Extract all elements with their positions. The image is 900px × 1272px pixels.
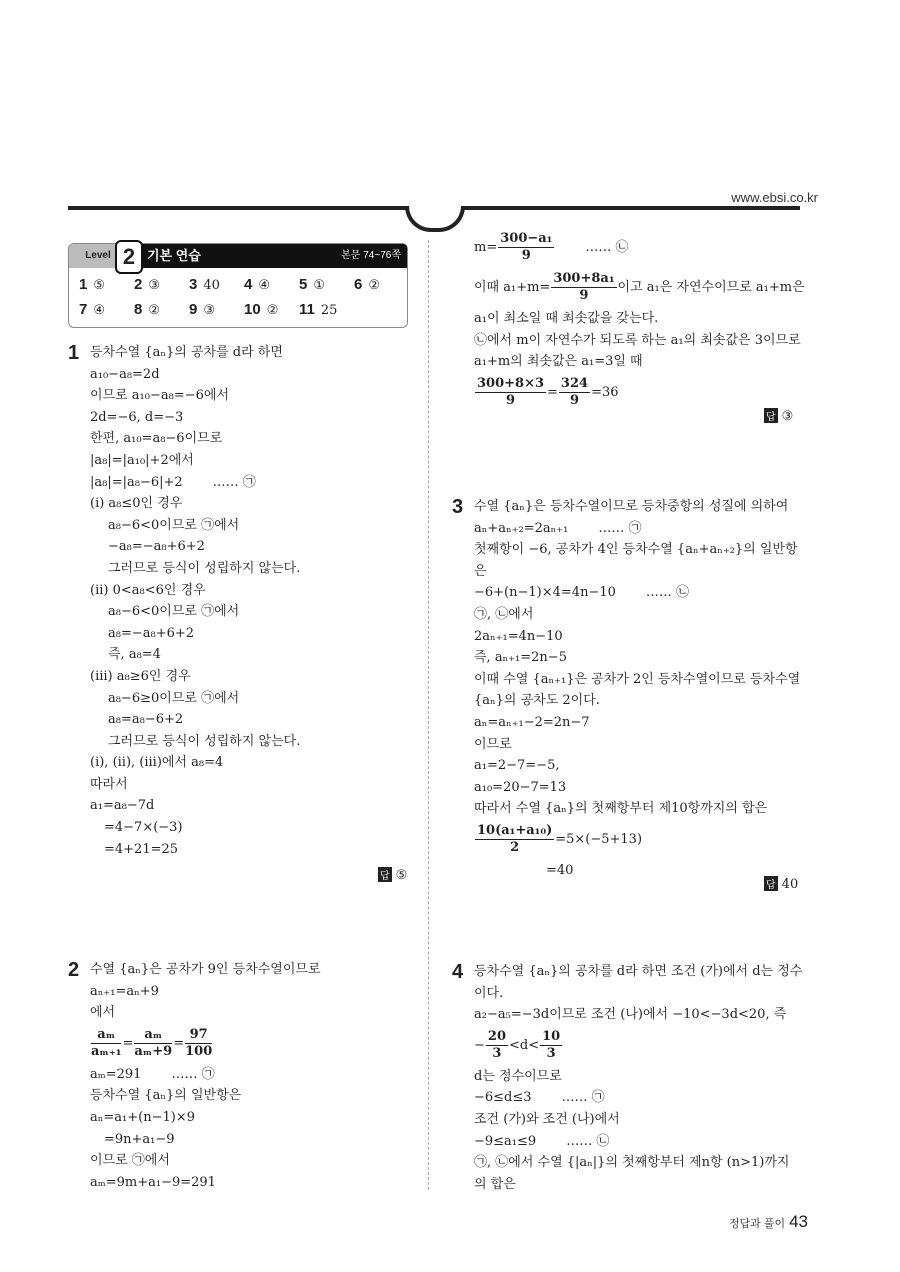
math-text: 따라서 수열 {aₙ}의 첫째항부터 제10항까지의 합은 — [474, 801, 768, 817]
footer-label: 정답과 풀이 — [728, 1218, 786, 1230]
solution-line — [90, 1172, 410, 1194]
level-label: Level — [69, 244, 127, 268]
answer-label: 답 — [764, 408, 778, 423]
level-answer-box — [68, 243, 408, 328]
solution-line — [474, 690, 804, 712]
answer-question-number: 8 — [134, 301, 143, 318]
problem-1 — [68, 342, 410, 860]
math-text: aₙ=aₙ₊₁−2=2n−7 — [474, 714, 590, 730]
fraction-numerator: 300+8a₁ — [553, 271, 615, 286]
answer-item — [299, 301, 337, 318]
math-text: a₈=−a₈+6+2 — [108, 625, 195, 641]
math-text: = — [122, 1035, 134, 1051]
fraction-denominator: 100 — [185, 1043, 213, 1059]
fraction — [551, 271, 616, 304]
math-text: a₈−6≥0이므로 ㉠에서 — [108, 690, 240, 706]
problem-4 — [452, 961, 804, 1195]
solution-line — [90, 385, 410, 407]
math-text: m= — [474, 240, 498, 255]
answer-item — [354, 276, 380, 293]
math-text: <d< — [509, 1037, 540, 1053]
equation-tag: …… ㉡ — [585, 240, 629, 255]
answer-mark-1 — [378, 867, 407, 883]
math-text: (i), (ii), (iii)에서 a₈=4 — [90, 755, 224, 771]
solution-line — [90, 515, 410, 537]
answer-question-number: 7 — [79, 301, 88, 318]
fraction-denominator: aₘ₊₁ — [91, 1043, 122, 1059]
math-text: 그러므로 등식이 성립하지 않는다. — [108, 733, 301, 749]
math-text: 한편, a₁₀=a₈−6이므로 — [90, 431, 223, 447]
math-text: ㉠, ㉡에서 수열 {|aₙ|}의 첫째항부터 제n항 (n>1)까지 — [474, 1155, 790, 1171]
answer-question-number: 3 — [189, 276, 198, 293]
solution-line — [474, 1066, 804, 1088]
answer-label: 답 — [378, 867, 392, 882]
answer-item — [79, 301, 105, 318]
math-text: − — [474, 1037, 485, 1053]
fraction-numerator: 300+8×3 — [477, 375, 545, 391]
solution-line — [90, 493, 410, 515]
math-text: aₘ=9m+a₁−9=291 — [90, 1174, 216, 1190]
fraction — [498, 231, 554, 264]
solution-line — [474, 1026, 804, 1066]
fraction-numerator: aₘ — [91, 1027, 121, 1044]
math-text: (ii) 0<a₈<6인 경우 — [90, 582, 206, 598]
math-text: 2aₙ₊₁=4n−10 — [474, 628, 563, 644]
math-text: aₙ₊₁=aₙ+9 — [90, 983, 159, 999]
answer-value: ③ — [148, 278, 160, 293]
fraction-denominator: 9 — [569, 392, 580, 408]
math-text: 은 — [474, 563, 487, 579]
math-text: 수열 {aₙ}은 등차수열이므로 등차중항의 성질에 의하여 — [474, 499, 789, 514]
solution-line — [90, 981, 410, 1003]
fraction-denominator: 9 — [521, 248, 531, 263]
answer-value: ③ — [781, 409, 794, 424]
solution-line — [90, 1064, 410, 1086]
math-text: 첫째항이 −6, 공차가 4인 등차수열 {aₙ+aₙ₊₂}의 일반항 — [474, 542, 798, 558]
answer-mark-3 — [764, 876, 798, 892]
solution-line — [90, 752, 410, 774]
problem-number: 4 — [452, 961, 464, 983]
fraction-denominator: 2 — [510, 839, 520, 855]
solution-line — [474, 712, 804, 734]
solution-line — [90, 774, 410, 796]
answer-value: ④ — [258, 278, 270, 293]
header-notch — [405, 206, 465, 232]
math-text: −6+(n−1)×4=4n−10 — [474, 585, 616, 601]
solution-line — [474, 626, 804, 648]
math-text: (i) a₈≤0인 경우 — [90, 496, 183, 512]
fraction — [540, 1029, 562, 1062]
fraction — [475, 376, 546, 409]
solution-line — [90, 731, 410, 753]
answer-mark-2 — [764, 408, 793, 424]
fraction-denominator: 3 — [492, 1045, 502, 1061]
solution-line — [474, 983, 804, 1005]
math-text: a₈−6<0이므로 ㉠에서 — [108, 517, 240, 533]
equation-tag: …… ㉠ — [212, 474, 256, 490]
solution-line — [90, 666, 410, 688]
math-text: a₁+m의 최솟값은 a₁=3일 때 — [474, 354, 643, 370]
level-title: 기본 연습 — [147, 248, 201, 263]
solution-line — [474, 561, 804, 583]
solution-line — [90, 959, 410, 981]
solution-line — [90, 644, 410, 666]
fraction-denominator: 9 — [579, 288, 589, 303]
answer-value: ③ — [203, 303, 215, 318]
solution-line — [474, 308, 804, 330]
equation-tag: …… ㉡ — [645, 585, 690, 601]
math-text: ㉠, ㉡에서 — [474, 606, 534, 622]
answer-item — [134, 301, 160, 318]
solution-line — [474, 860, 804, 882]
math-text: 등차수열 {aₙ}의 공차를 d라 하면 조건 (가)에서 d는 정수 — [474, 964, 803, 979]
math-text: (iii) a₈≥6인 경우 — [90, 668, 191, 684]
math-text: a₈=a₈−6+2 — [108, 712, 184, 728]
solution-line — [90, 839, 410, 861]
solution-line — [474, 496, 804, 518]
math-text: 따라서 — [90, 776, 128, 792]
math-text: 이므로 ㉠에서 — [90, 1153, 170, 1169]
fraction-numerator: 10(a₁+a₁₀) — [477, 822, 553, 838]
math-text: {aₙ}의 공차도 2이다. — [474, 693, 600, 709]
math-text: 수열 {aₙ}은 공차가 9인 등차수열이므로 — [90, 962, 321, 977]
solution-line — [90, 342, 410, 364]
site-url: www.ebsi.co.kr — [731, 190, 818, 205]
answer-question-number: 2 — [134, 276, 143, 293]
math-text: 이때 a₁+m= — [474, 280, 551, 295]
solution-line — [474, 1152, 804, 1174]
solution-line — [474, 755, 804, 777]
math-text: a₁=2−7=−5, — [474, 758, 560, 774]
fraction-numerator: 97 — [185, 1027, 212, 1044]
solution-line — [90, 688, 410, 710]
solution-line — [90, 407, 410, 429]
math-text: =40 — [546, 862, 574, 878]
page-number: 43 — [789, 1212, 808, 1231]
solution-line — [474, 1174, 804, 1196]
answer-item — [299, 276, 325, 293]
problem-2 — [68, 959, 410, 1193]
math-text: a₁=a₈−7d — [90, 798, 155, 814]
math-text: a₁이 최소일 때 최솟값을 갖는다. — [474, 311, 659, 326]
fraction — [91, 1027, 121, 1060]
math-text: d는 정수이므로 — [474, 1068, 562, 1084]
equation-tag: …… ㉠ — [561, 1090, 605, 1106]
solution-line — [90, 1150, 410, 1172]
header-rule-right — [458, 206, 800, 210]
answer-question-number: 4 — [244, 276, 253, 293]
math-text: 이다. — [474, 985, 504, 1001]
solution-line — [474, 604, 804, 626]
solution-line — [90, 1107, 410, 1129]
answer-value: ④ — [93, 303, 105, 318]
answer-item — [79, 276, 105, 293]
math-text: −9≤a₁≤9 — [474, 1133, 537, 1149]
answer-value: 40 — [203, 278, 220, 293]
equation-tag: …… ㉠ — [598, 520, 642, 536]
answer-value: ⑤ — [395, 868, 408, 883]
solution-line — [90, 795, 410, 817]
equation-tag: …… ㉠ — [171, 1066, 215, 1082]
fraction-denominator: aₘ+9 — [134, 1043, 173, 1059]
fraction — [486, 1029, 508, 1062]
solution-line — [474, 1004, 804, 1026]
answer-value: ⑤ — [93, 278, 105, 293]
answer-item — [189, 276, 220, 293]
math-text: −6≤d≤3 — [474, 1090, 532, 1106]
solution-line — [474, 373, 804, 413]
fraction-numerator: aₘ — [134, 1027, 172, 1044]
problem-3 — [452, 496, 804, 882]
page-footer — [729, 1212, 808, 1232]
math-text: 이므로 a₁₀−a₈=−6에서 — [90, 388, 230, 404]
fraction — [559, 376, 590, 409]
answer-label: 답 — [764, 876, 778, 891]
solution-line — [474, 351, 804, 373]
answer-question-number: 11 — [299, 301, 315, 318]
solution-line — [474, 518, 804, 540]
math-text: a₈−6<0이므로 ㉠에서 — [108, 604, 240, 620]
answer-item — [134, 276, 160, 293]
math-text: a₁₀=20−7=13 — [474, 779, 567, 795]
math-text: aₘ=291 — [90, 1066, 142, 1082]
solution-line — [474, 582, 804, 604]
column-divider — [428, 240, 429, 1190]
solution-line — [90, 428, 410, 450]
answer-value: ① — [313, 278, 325, 293]
solution-line — [474, 330, 804, 352]
answer-value: 40 — [781, 877, 799, 892]
math-text: 2d=−6, d=−3 — [90, 409, 184, 425]
answer-value: ② — [266, 303, 279, 318]
solution-line — [474, 1109, 804, 1131]
fraction-numerator: 300−a₁ — [500, 231, 553, 246]
math-text: =9n+a₁−9 — [104, 1131, 175, 1147]
level-pages: 본문 74~76쪽 — [341, 250, 401, 261]
answer-value: 25 — [320, 303, 338, 318]
level-bar — [69, 244, 407, 268]
answer-item — [244, 301, 278, 318]
math-text: aₙ+aₙ₊₂=2aₙ₊₁ — [474, 520, 569, 536]
answer-value: ② — [368, 278, 380, 293]
math-text: =4−7×(−3) — [104, 820, 183, 836]
solution-line — [90, 450, 410, 472]
header-rule-left — [68, 206, 413, 210]
solution-line — [474, 539, 804, 561]
solution-line — [90, 817, 410, 839]
math-text: |a₈|=|a₁₀|+2에서 — [90, 452, 194, 468]
solution-line — [90, 1085, 410, 1107]
answer-item — [244, 276, 270, 293]
math-text: aₙ=a₁+(n−1)×9 — [90, 1109, 195, 1125]
math-text: 즉, aₙ₊₁=2n−5 — [474, 650, 567, 666]
level-number: 2 — [115, 240, 143, 274]
math-text: 그러므로 등식이 성립하지 않는다. — [108, 560, 301, 576]
fraction-denominator: 9 — [505, 392, 516, 408]
solution-line — [474, 669, 804, 691]
solution-line — [474, 268, 804, 308]
math-text: =4+21=25 — [104, 841, 179, 857]
fraction-denominator: 3 — [546, 1045, 556, 1061]
answer-question-number: 6 — [354, 276, 363, 293]
solution-line — [90, 1129, 410, 1151]
math-text: a₁₀−a₈=2d — [90, 366, 160, 382]
solution-line — [90, 601, 410, 623]
math-text: 등차수열 {aₙ}의 일반항은 — [90, 1088, 242, 1104]
math-text: =36 — [591, 384, 619, 400]
math-text: =5×(−5+13) — [555, 831, 643, 847]
math-text: |a₈|=|a₈−6|+2 — [90, 474, 183, 490]
problem-number: 3 — [452, 496, 464, 518]
math-text: 에서 — [90, 1005, 116, 1021]
math-text: = — [173, 1035, 185, 1051]
answer-item — [189, 301, 215, 318]
math-text: 이때 수열 {aₙ₊₁}은 공차가 2인 등차수열이므로 등차수열 — [474, 671, 801, 687]
solution-line — [90, 623, 410, 645]
math-text: a₂−a₅=−3d이므로 조건 (나)에서 −10<−3d<20, 즉 — [474, 1007, 787, 1023]
solution-line — [474, 228, 804, 268]
solution-line — [474, 798, 804, 820]
solution-line — [90, 364, 410, 386]
solution-line — [474, 734, 804, 756]
math-text: 이고 a₁은 자연수이므로 a₁+m은 — [617, 280, 805, 295]
math-text: 즉, a₈=4 — [108, 647, 161, 663]
solution-line — [474, 961, 804, 983]
problem-number: 2 — [68, 959, 80, 981]
fraction-numerator: 20 — [487, 1028, 506, 1044]
solution-line — [474, 1131, 804, 1153]
solution-line — [90, 558, 410, 580]
math-text: ㉡에서 m이 자연수가 되도록 하는 a₁의 최솟값은 3이므로 — [474, 332, 801, 348]
solution-line — [474, 647, 804, 669]
answer-question-number: 10 — [244, 301, 261, 318]
fraction-numerator: 324 — [560, 375, 589, 391]
solution-line — [474, 1087, 804, 1109]
math-text: −a₈=−a₈+6+2 — [108, 539, 205, 555]
math-text: 이므로 — [474, 736, 512, 752]
solution-line — [90, 472, 410, 494]
fraction — [475, 823, 554, 856]
solution-line — [90, 580, 410, 602]
solution-line — [474, 820, 804, 860]
fraction — [185, 1027, 212, 1060]
answer-question-number: 5 — [299, 276, 308, 293]
solution-line — [90, 1024, 410, 1064]
problem-2-continued — [474, 228, 804, 413]
math-text: = — [547, 384, 558, 400]
answer-question-number: 1 — [79, 276, 88, 293]
answer-value: ② — [148, 303, 160, 318]
solution-line — [90, 1002, 410, 1024]
math-text: 등차수열 {aₙ}의 공차를 d라 하면 — [90, 345, 283, 360]
solution-line — [90, 709, 410, 731]
solution-line — [474, 777, 804, 799]
problem-number: 1 — [68, 342, 80, 364]
math-text: 의 합은 — [474, 1176, 516, 1192]
equation-tag: …… ㉡ — [566, 1133, 610, 1149]
fraction — [134, 1027, 172, 1060]
answer-question-number: 9 — [189, 301, 198, 318]
solution-line — [90, 536, 410, 558]
fraction-numerator: 10 — [542, 1028, 561, 1044]
math-text: 조건 (가)와 조건 (나)에서 — [474, 1111, 620, 1127]
